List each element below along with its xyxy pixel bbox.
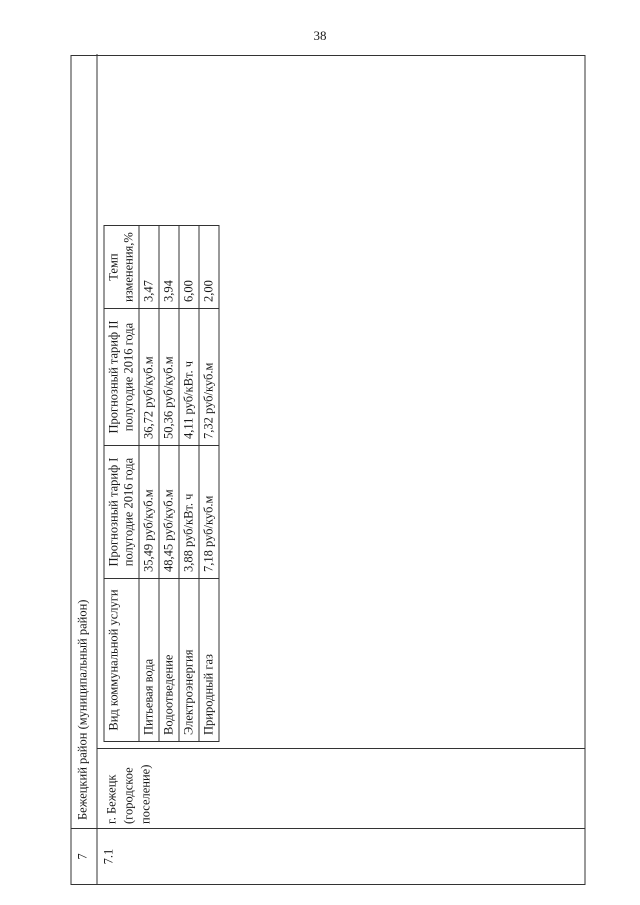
col-header-h1: Прогнозный тариф I полугодие 2016 года [104, 446, 139, 579]
entry-number [98, 828, 585, 884]
service-name: Питьевая вода [139, 579, 159, 742]
tariff-rate: 2,00 [199, 226, 219, 309]
entry-row [98, 54, 585, 884]
table-row [139, 226, 159, 742]
tariff-rate: 3,47 [139, 226, 159, 309]
tariff-rate: 6,00 [179, 226, 199, 309]
service-name: Природный газ [199, 579, 219, 742]
table-row [159, 226, 179, 742]
service-name: Электроэнергия [179, 579, 199, 742]
col-header-h2: Прогнозный тариф II полугодие 2016 года [104, 309, 139, 446]
col-header-rate: Темп изменения,% [104, 226, 139, 309]
section-number: 7 [72, 828, 97, 884]
tariff-h1: 35,49 руб/куб.м [139, 446, 159, 579]
page-number: 38 [313, 28, 327, 43]
entry-number-text: 7.1 [101, 848, 116, 865]
tariff-table [104, 225, 220, 742]
tariff-h1: 3,88 руб/кВт. ч [179, 446, 199, 579]
section-header-row [72, 54, 98, 884]
tariff-h2: 7,32 руб/куб.м [199, 309, 219, 446]
tariff-h2: 4,11 руб/кВт. ч [179, 309, 199, 446]
col-header-service: Вид коммунальной услуги [104, 579, 139, 742]
section-title: Бежецкий район (муниципальный район) [75, 599, 90, 820]
table-row [179, 226, 199, 742]
tariff-h2: 36,72 руб/куб.м [139, 309, 159, 446]
document-table [71, 55, 586, 885]
table-row [199, 226, 219, 742]
tariff-h2: 50,36 руб/куб.м [159, 309, 179, 446]
tariff-h1: 48,45 руб/куб.м [159, 446, 179, 579]
tariff-rate: 3,94 [159, 226, 179, 309]
tariff-table-header [104, 226, 139, 742]
tariff-h1: 7,18 руб/куб.м [199, 446, 219, 579]
service-name: Водоотведение [159, 579, 179, 742]
entry-place: г. Бежецк (городское поселение) [98, 748, 585, 828]
